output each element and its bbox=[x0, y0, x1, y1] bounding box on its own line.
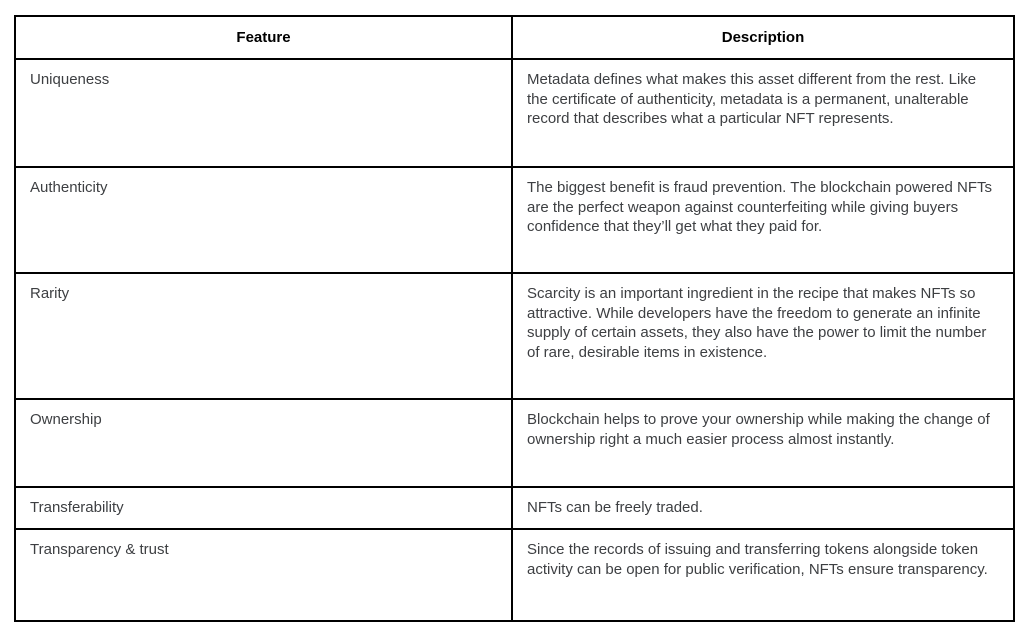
description-cell: Metadata defines what makes this asset different from the rest. Like the certificate of authenticity, metadata is a permanent, unalterable record that describes what a particular NFT represents. bbox=[512, 59, 1014, 167]
nft-features-table bbox=[14, 15, 1015, 622]
description-cell: NFTs can be freely traded. bbox=[512, 487, 1014, 529]
feature-cell: Transparency & trust bbox=[15, 529, 512, 621]
description-cell: Blockchain helps to prove your ownership while making the change of ownership right a much easier process almost instantly. bbox=[512, 399, 1014, 487]
feature-cell: Transferability bbox=[15, 487, 512, 529]
table-row bbox=[15, 529, 1014, 621]
table-row bbox=[15, 487, 1014, 529]
table-row bbox=[15, 167, 1014, 273]
description-cell: Since the records of issuing and transferring tokens alongside token activity can be open for public verification, NFTs ensure transparency. bbox=[512, 529, 1014, 621]
feature-cell: Ownership bbox=[15, 399, 512, 487]
table-row bbox=[15, 273, 1014, 399]
description-cell: The biggest benefit is fraud prevention. The blockchain powered NFTs are the perfect weapon against counterfeiting while giving buyers confidence that they’ll get what they paid for. bbox=[512, 167, 1014, 273]
description-cell: Scarcity is an important ingredient in the recipe that makes NFTs so attractive. While developers have the freedom to generate an infinite supply of certain assets, they also have the power to limit the number of rare, desirable items in existence. bbox=[512, 273, 1014, 399]
table-header-row bbox=[15, 16, 1014, 59]
table-row bbox=[15, 59, 1014, 167]
feature-cell: Rarity bbox=[15, 273, 512, 399]
description-column-header: Description bbox=[512, 16, 1014, 59]
table-row bbox=[15, 399, 1014, 487]
feature-cell: Authenticity bbox=[15, 167, 512, 273]
feature-cell: Uniqueness bbox=[15, 59, 512, 167]
feature-column-header: Feature bbox=[15, 16, 512, 59]
